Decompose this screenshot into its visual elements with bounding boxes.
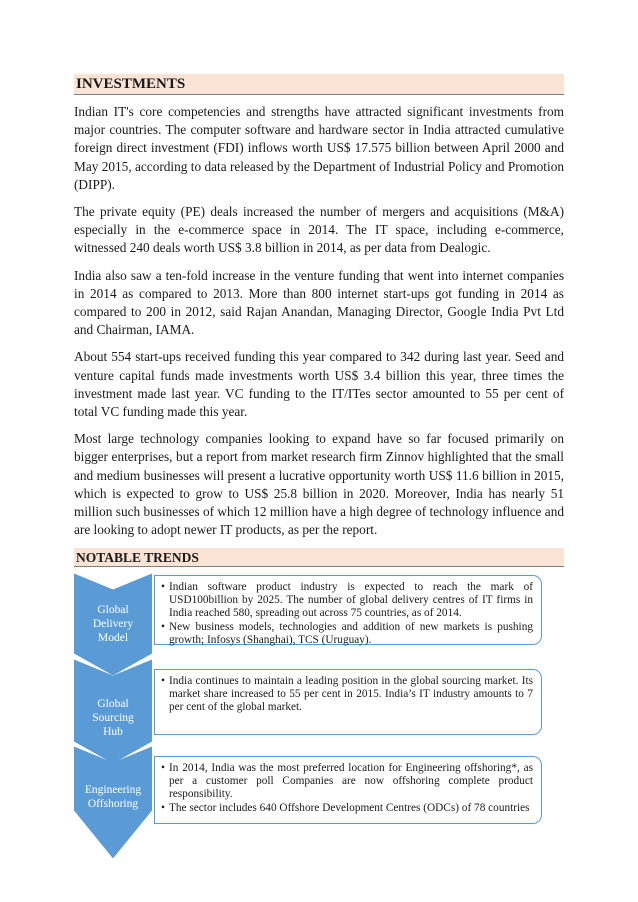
trend-label-engineering-offshoring: Engineering Offshoring: [84, 784, 142, 811]
investments-heading: INVESTMENTS: [74, 74, 564, 95]
trends-diagram: [74, 573, 564, 858]
investments-paragraph-2: The private equity (PE) deals increased the number of mergers and acquisitions (M&A) especially in the e-commerce space in 2014. The IT space, including e-commerce, witnessed 240 deals worth US$ 3.8 billion in 2014, as per data from Dealogic.: [74, 204, 564, 256]
trend-bullet: • In 2014, India was the most preferred location for Engineering offshoring*, as per a customer poll Companies are now offshoring complete product responsibility.: [161, 762, 533, 800]
document-page: [74, 74, 564, 858]
trend-bullet: • New business models, technologies and addition of new markets is pushing growth; Infosys (Shanghai), TCS (Uruguay).: [161, 621, 533, 646]
investments-paragraph-1: Indian IT's core competencies and strengths have attracted significant investments from major countries. The computer software and hardware sector in India attracted cumulative foreign direct investment (FDI) inflows worth US$ 17.575 billion between April 2000 and May 2015, according to data released by the Department of Industrial Policy and Promotion (DIPP).: [74, 104, 564, 192]
trend-label-global-delivery: Global Delivery Model: [92, 604, 134, 645]
notable-trends-heading: NOTABLE TRENDS: [74, 548, 564, 567]
investments-paragraph-5: Most large technology companies looking to expand have so far focused primarily on bigger enterprises, but a report from market research firm Zinnov highlighted that the small and medium businesses will present a lucrative opportunity worth US$ 11.6 billion in 2015, which is expected to grow to US$ 25.8 billion in 2020. Moreover, India has nearly 51 million such businesses of which 12 million have a high degree of technology influence and are looking to adopt newer IT products, as per the report.: [74, 431, 564, 538]
trend-box-engineering-offshoring: [154, 756, 542, 824]
investments-paragraph-4: About 554 start-ups received funding this year compared to 342 during last year. Seed and venture capital funds made investments worth US$ 3.4 billion this year, three times the investment made last year. VC funding to the IT/ITes sector amounted to 55 per cent of total VC funding made this year.: [74, 349, 564, 420]
trend-box-global-sourcing: [154, 669, 542, 735]
trend-bullet: • The sector includes 640 Offshore Development Centres (ODCs) of 78 countries: [161, 802, 533, 815]
trend-label-global-sourcing: Global Sourcing Hub: [92, 698, 134, 739]
trend-bullet: • India continues to maintain a leading position in the global sourcing market. Its market share increased to 55 per cent in 2015. India’s IT industry amounts to 7 per cent of the global market.: [161, 675, 533, 713]
trend-bullet: • Indian software product industry is expected to reach the mark of USD100billion by 2025. The number of global delivery centres of IT firms in India reached 580, spreading out across 75 countries, as of 2014.: [161, 581, 533, 619]
investments-paragraph-3: India also saw a ten-fold increase in the venture funding that went into internet companies in 2014 as compared to 2013. More than 800 internet start-ups got funding in 2014 as compared to 200 in 2012, said Rajan Anandan, Managing Director, Google India Pvt Ltd and Chairman, IAMA.: [74, 267, 564, 338]
trend-box-global-delivery: [154, 575, 542, 645]
